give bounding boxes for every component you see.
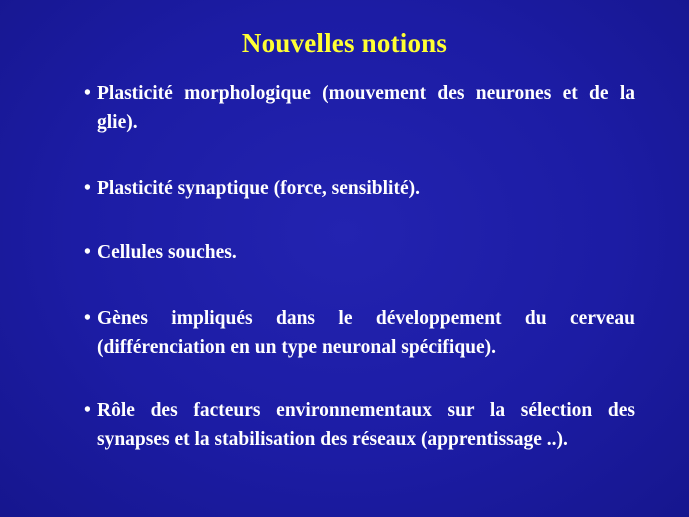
bullet-text: Plasticité morphologique (mouvement des neurones et de la glie).	[97, 83, 635, 133]
slide-title: Nouvelles notions	[241, 28, 448, 58]
bullet-marker: •	[84, 242, 91, 263]
bullet-item	[84, 397, 635, 454]
bullet-text: Gènes impliqués dans le développement du cerveau (différenciation en un type neuronal spécifique).	[97, 308, 635, 358]
bullet-marker: •	[84, 400, 91, 421]
bullet-item	[84, 80, 635, 137]
bullet-marker: •	[84, 308, 91, 329]
bullet-marker: •	[84, 178, 91, 199]
bullet-item	[84, 305, 635, 362]
bullet-item	[84, 239, 635, 268]
bullet-text: Cellules souches.	[97, 242, 237, 263]
bullet-marker: •	[84, 83, 91, 104]
bullet-text: Plasticité synaptique (force, sensiblité).	[97, 178, 420, 199]
bullet-item	[84, 175, 635, 204]
bullet-text: Rôle des facteurs environnementaux sur la sélection des synapses et la stabilisation des réseaux (apprentissage ..).	[97, 400, 635, 450]
